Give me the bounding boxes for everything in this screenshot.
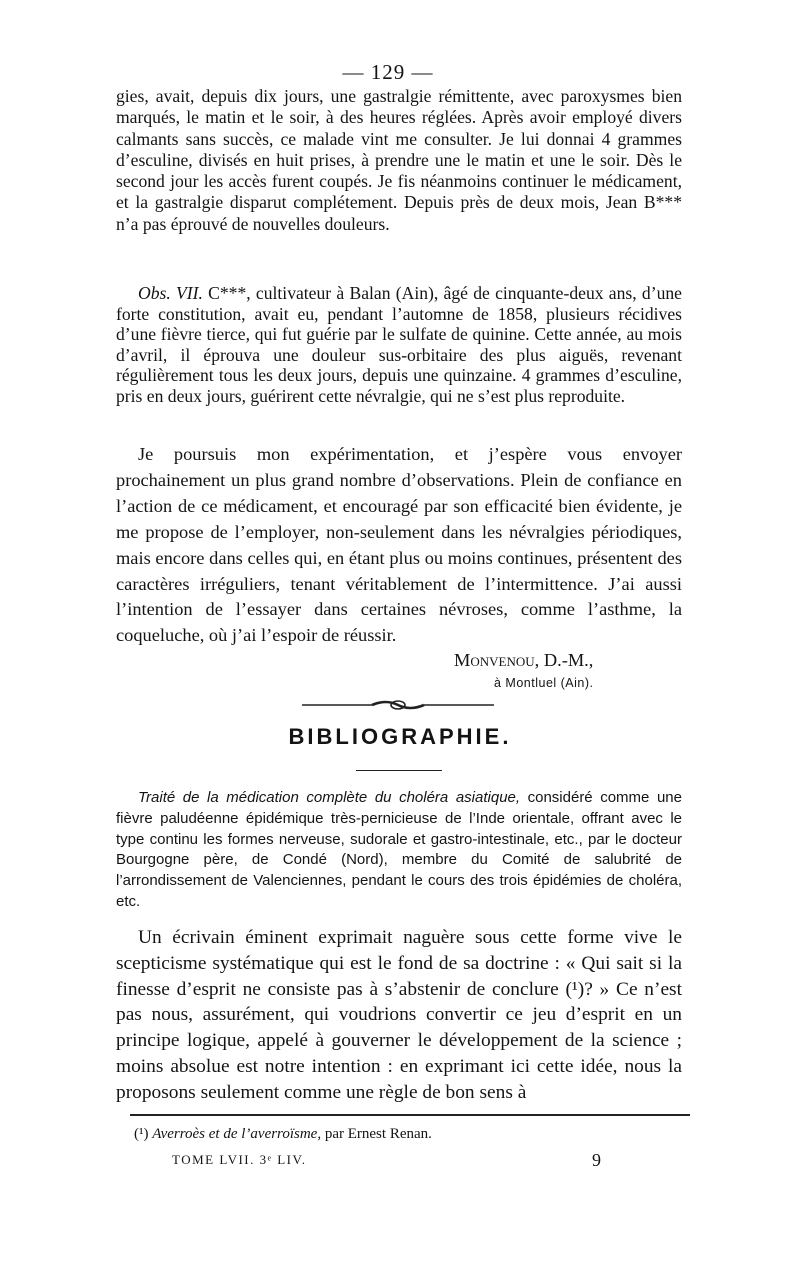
ornament-divider (302, 698, 494, 712)
author-place: à Montluel (Ain). (494, 676, 594, 690)
gathering-number: 9 (592, 1150, 601, 1170)
observation-paragraph (116, 283, 682, 407)
observation-vii (116, 283, 682, 407)
book-reference-text (116, 788, 682, 913)
footnote-rest: par Ernest Renan. (321, 1126, 432, 1142)
paragraph-text: gies, avait, depuis dix jours, une gastralgie rémittente, avec paroxysmes bien marqués, le matin et le soir, à des heures réglées. Après avoir employé divers calmants sans succès, ce malade vint me consulter. Je lui donnai 4 grammes d’esculine, divisés en huit prises, à prendre une le matin et une le soir. Dès le second jour les accès furent coupés. Je fis néanmoins continuer le médicament, et la gastralgie disparut complétement. Depuis près de deux mois, Jean B*** n’a pas éprouvé de nouvelles douleurs. (116, 86, 682, 234)
footnote-rule (130, 1114, 690, 1116)
paragraph-case-continuation (116, 86, 682, 235)
book-description: considéré comme une fièvre paludéenne épidémique très-pernicieuse de l’Inde orientale, offrant avec le type continu les formes nerveuse, sudorale et gastro-intestinale, etc., par le docteur Bourgogne père, de Condé (Nord), membre du Comité de salubrité de l’arrondissement de Valenciennes, pendant le cours des trois épidémies de choléra, etc. (116, 789, 682, 910)
book-title: Traité de la médication complète du choléra asiatique, (138, 789, 521, 806)
paragraph-review (116, 925, 682, 1106)
paragraph-text: Un écrivain éminent exprimait naguère sous cette forme vive le scepticisme systématique qui est le fond de sa doctrine : « Qui sait si la finesse d’esprit ne consiste pas à s’abstenir de conclure (¹)? » Ce n’est pas nous, assurément, qui voudrions convertir ce jeu d’esprit en un principe logique, appelé à gouverner le développement de la science ; moins absolue est notre intention : en exprimant ici cette idée, nous la proposons seulement comme une règle de bon sens à (116, 927, 682, 1103)
footnote (134, 1126, 432, 1143)
printer-signature: TOME LVII. 3ᵉ LIV. (172, 1152, 307, 1167)
author-name: Monvenou, D.-M., (454, 650, 594, 670)
footnote-title: Averroès et de l’averroïsme, (152, 1126, 322, 1142)
observation-text: C***, cultivateur à Balan (Ain), âgé de cinquante-deux ans, d’une forte constitution, avait eu, pendant l’automne de 1858, plusieurs récidives d’une fièvre tierce, qui fut guérie par le sulfate de quinine. Cette année, au mois d’avril, il éprouva une douleur sus-orbitaire des plus aiguës, revenant régulièrement tous les deux jours, depuis une quinzaine. 4 grammes d’esculine, pris en deux jours, guérirent cette névralgie, qui ne s’est plus reproduite. (116, 283, 682, 406)
title-underline (356, 770, 442, 771)
page-number: — 129 — (342, 60, 434, 84)
paragraph-text: Je poursuis mon expérimentation, et j’espère vous envoyer prochainement un plus grand nombre d’observations. Plein de confiance en l’action de ce médicament, et encouragé par son efficacité bien évidente, je me propose de l’employer, non-seulement dans les névralgies périodiques, mais encore dans celles qui, en étant plus ou moins continues, présentent des caractères irréguliers, tenant véritablement de l’intermittence. J’ai aussi l’intention de l’essayer dans certaines névroses, comme l’asthme, la coqueluche, où j’ai l’espoir de réussir. (116, 444, 682, 646)
section-title: BIBLIOGRAPHIE. (288, 724, 512, 749)
observation-label: Obs. VII. (138, 283, 203, 303)
footnote-mark: (¹) (134, 1126, 149, 1142)
paragraph-experimentation (116, 442, 682, 649)
book-reference (116, 788, 682, 913)
